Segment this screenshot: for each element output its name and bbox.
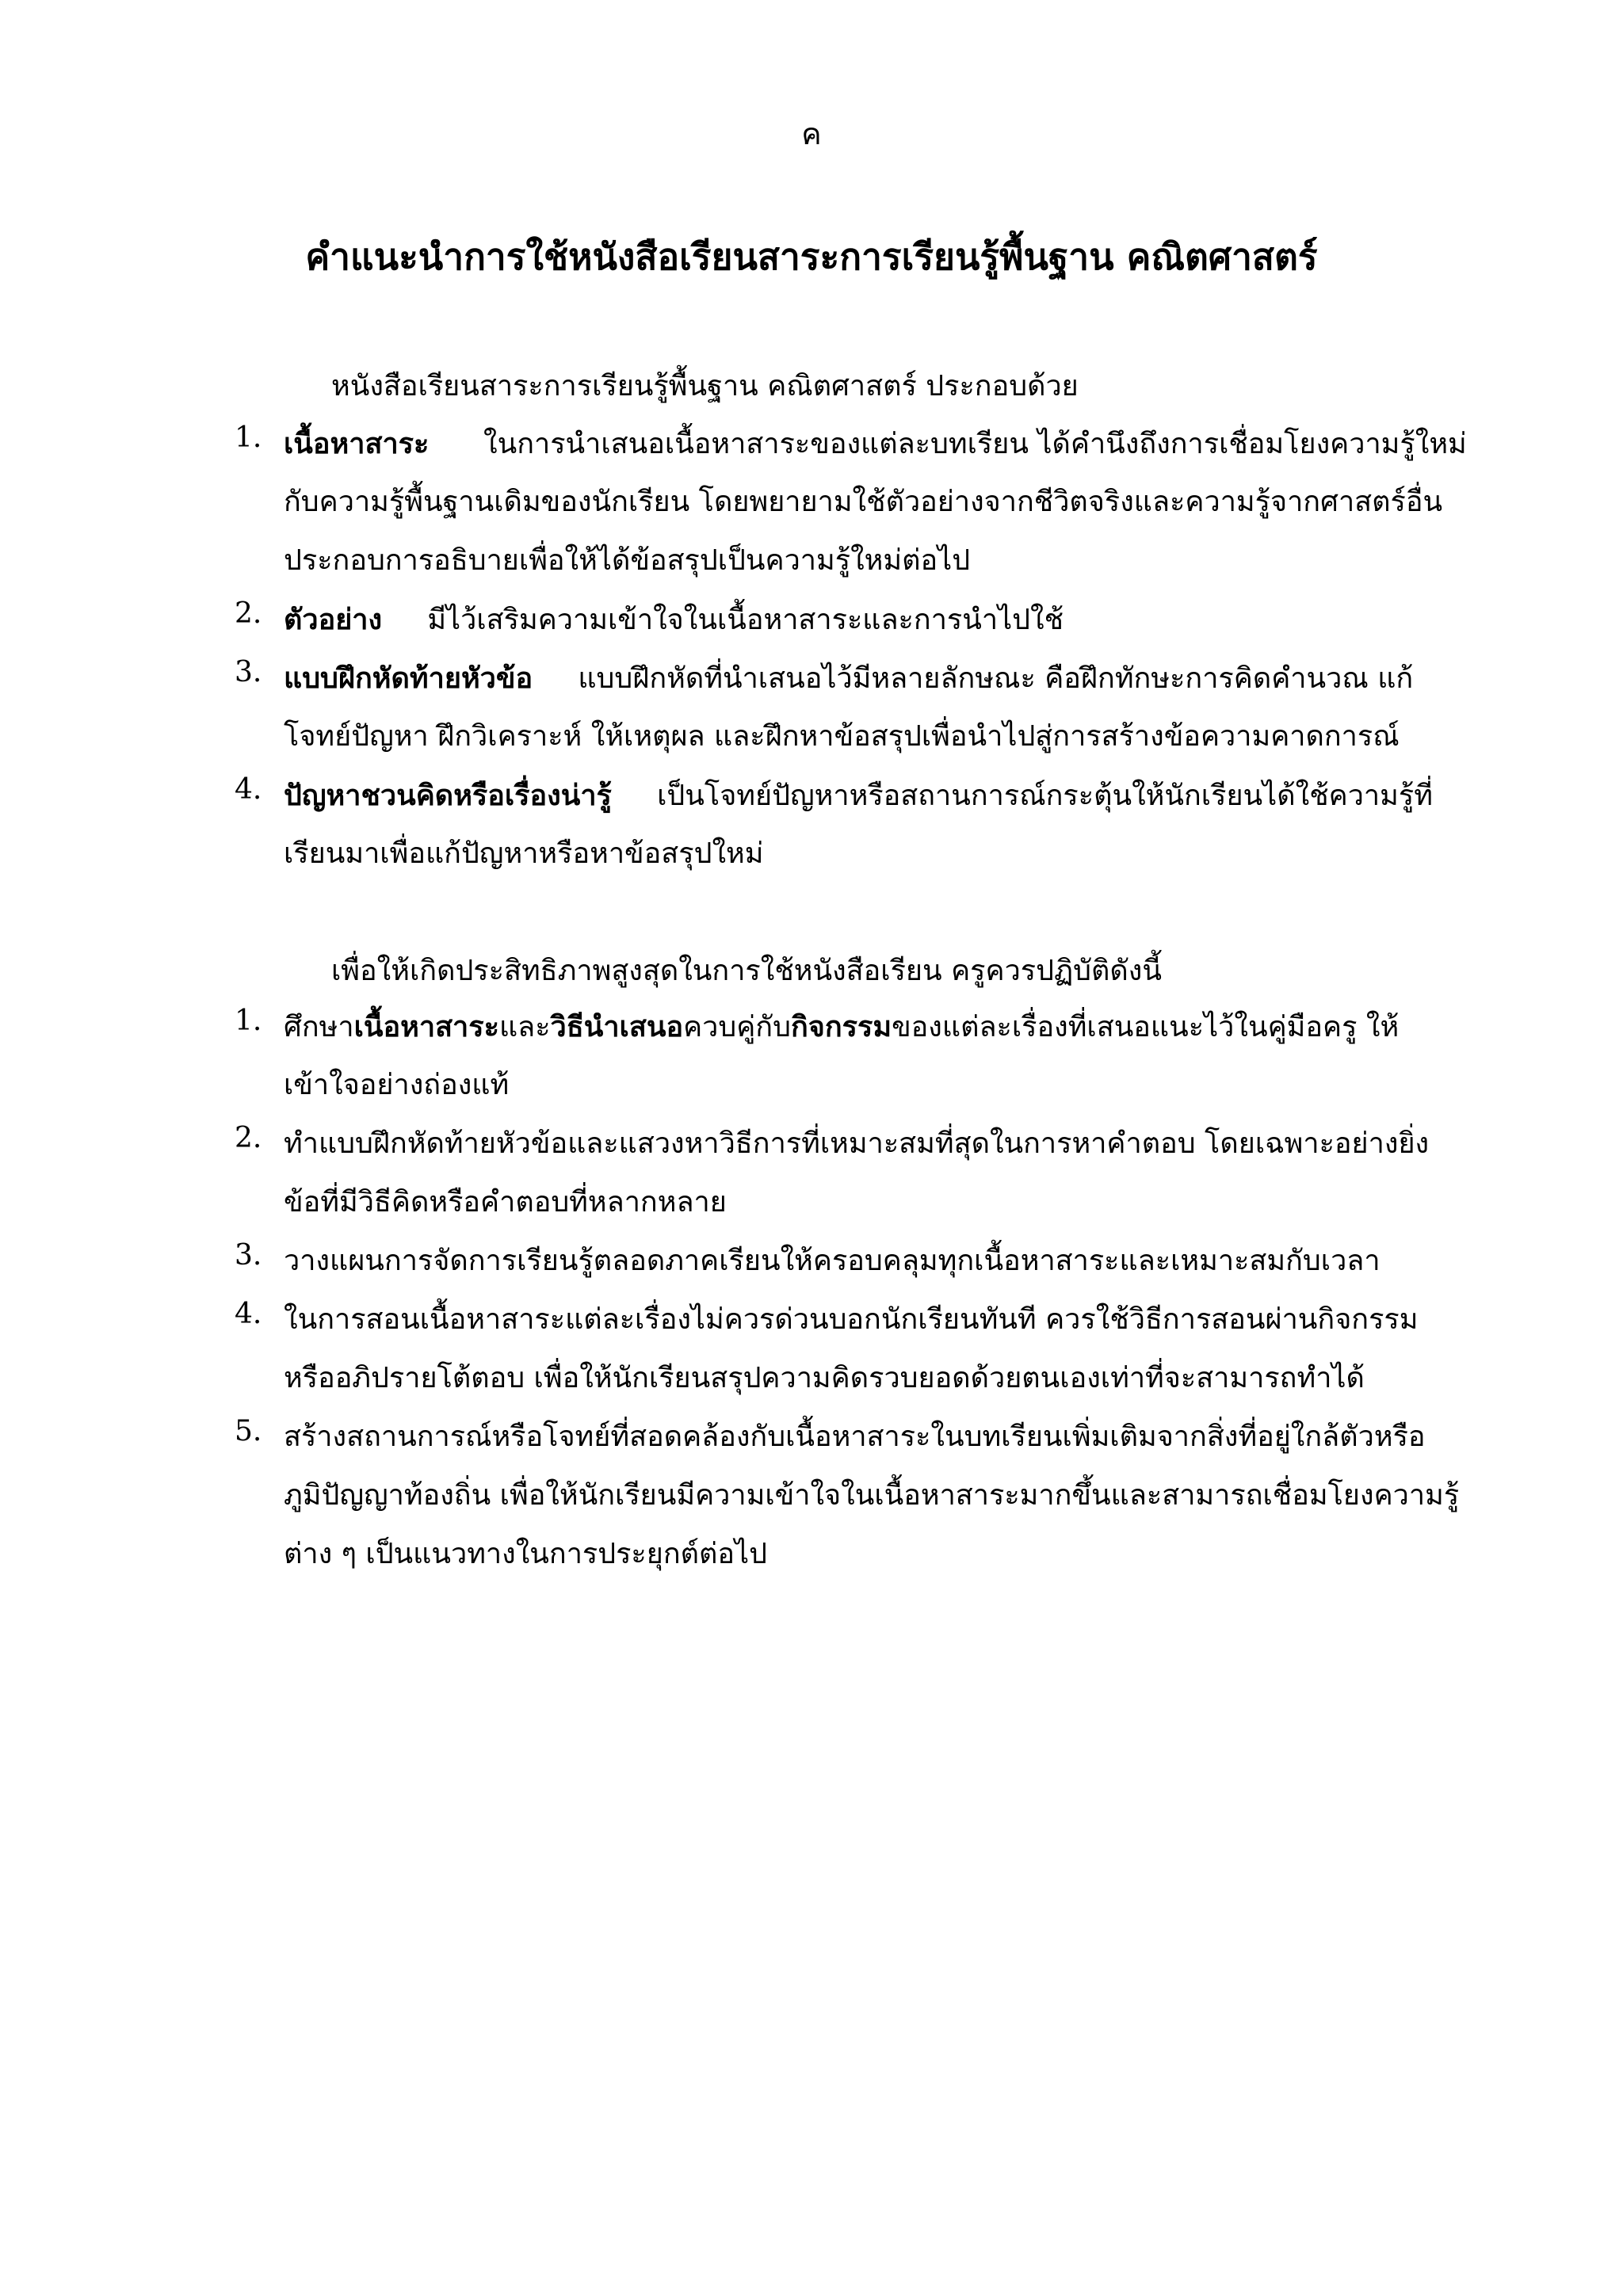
page-number: ค: [801, 116, 822, 151]
item-line: ทำแบบฝึกหัดท้ายหัวข้อและแสวงหาวิธีการที่เหมาะสมที่สุดในการหาคำตอบ โดยเฉพาะอย่างยิ่ง: [284, 1127, 1430, 1160]
item-number: 4.: [235, 1298, 262, 1330]
item-heading: แบบฝึกหัดท้ายหัวข้อ: [284, 662, 533, 695]
item-line: เรียนมาเพื่อแก้ปัญหาหรือหาข้อสรุปใหม่: [284, 837, 764, 870]
item-number: 2.: [235, 1122, 262, 1154]
section1-item-4: [235, 773, 1433, 891]
item-line: เข้าใจอย่างถ่องแท้: [284, 1069, 510, 1101]
item-text: มีไว้เสริมความเข้าใจในเนื้อหาสาระและการนำไปใช้: [427, 604, 1064, 636]
item-heading: ตัวอย่าง: [284, 603, 383, 636]
item-line: หรืออภิปรายโต้ตอบ เพื่อให้นักเรียนสรุปความคิดรวบยอดด้วยตนเองเท่าที่จะสามารถทำได้: [284, 1362, 1365, 1394]
item-number: 1.: [235, 1005, 262, 1037]
section1-intro: หนังสือเรียนสาระการเรียนรู้พื้นฐาน คณิตศาสตร์ ประกอบด้วย: [331, 370, 1079, 402]
item-line: ในการสอนเนื้อหาสาระแต่ละเรื่องไม่ควรด่วนบอกนักเรียนทันที ควรใช้วิธีการสอนผ่านกิจกรรม: [284, 1303, 1419, 1336]
item-line: ต่าง ๆ เป็นแนวทางในการประยุกต์ต่อไป: [284, 1538, 767, 1570]
item-number: 2.: [235, 597, 262, 630]
item-heading: เนื้อหาสาระ: [284, 427, 430, 460]
section2-item-1: [235, 1005, 1423, 1122]
item-number: 4.: [235, 773, 262, 806]
section2-item-3: [235, 1239, 1423, 1298]
section1-item-1: [235, 421, 1467, 597]
item-line: โจทย์ปัญหา ฝึกวิเคราะห์ ให้เหตุผล และฝึกหาข้อสรุปเพื่อนำไปสู่การสร้างข้อความคาดการณ์: [284, 720, 1400, 753]
item-line: [284, 773, 1433, 832]
section2-item-2: [235, 1122, 1430, 1239]
item-number: 3.: [235, 656, 262, 688]
item-text: ศึกษา: [284, 1011, 354, 1043]
item-emphasis: เนื้อหาสาระ: [353, 1010, 499, 1043]
item-line: [284, 597, 1423, 656]
section1-item-2: [235, 597, 1423, 656]
item-emphasis: กิจกรรม: [790, 1010, 892, 1043]
item-line: [284, 1005, 1423, 1063]
item-number: 5.: [235, 1415, 262, 1447]
item-line: ประกอบการอธิบายเพื่อให้ได้ข้อสรุปเป็นความรู้ใหม่ต่อไป: [284, 544, 971, 577]
item-line: [284, 656, 1423, 715]
section2-item-4: [235, 1298, 1423, 1415]
item-text: และ: [498, 1011, 551, 1043]
section1-item-3: [235, 656, 1423, 773]
item-number: 3.: [235, 1239, 262, 1272]
page-title: คำแนะนำการใช้หนังสือเรียนสาระการเรียนรู้พื้นฐาน คณิตศาสตร์: [305, 235, 1318, 278]
item-line: ข้อที่มีวิธีคิดหรือคำตอบที่หลากหลาย: [284, 1186, 727, 1219]
item-line: วางแผนการจัดการเรียนรู้ตลอดภาคเรียนให้ครอบคลุมทุกเนื้อหาสาระและเหมาะสมกับเวลา: [284, 1245, 1381, 1277]
item-line: สร้างสถานการณ์หรือโจทย์ที่สอดคล้องกับเนื้อหาสาระในบทเรียนเพิ่มเติมจากสิ่งที่อยู่ใกล้ตัวหรือ: [284, 1421, 1426, 1453]
item-number: 1.: [235, 421, 262, 454]
item-text: ควบคู่กับ: [683, 1011, 791, 1043]
item-text: แบบฝึกหัดที่นำเสนอไว้มีหลายลักษณะ คือฝึกทักษะการคิดคำนวณ แก้: [578, 662, 1414, 695]
section2-intro: เพื่อให้เกิดประสิทธิภาพสูงสุดในการใช้หนังสือเรียน ครูควรปฏิบัติดังนี้: [331, 955, 1162, 987]
item-text: ในการนำเสนอเนื้อหาสาระของแต่ละบทเรียน ได้คำนึงถึงการเชื่อมโยงความรู้ใหม่: [483, 428, 1467, 460]
item-emphasis: วิธีนำเสนอ: [550, 1010, 684, 1043]
item-text: เป็นโจทย์ปัญหาหรือสถานการณ์กระตุ้นให้นักเรียนได้ใช้ความรู้ที่: [657, 780, 1433, 812]
section2-item-5: [235, 1415, 1460, 1591]
item-line: ภูมิปัญญาท้องถิ่น เพื่อให้นักเรียนมีความเข้าใจในเนื้อหาสาระมากขึ้นและสามารถเชื่อมโยงความรู้: [284, 1479, 1460, 1512]
item-line: กับความรู้พื้นฐานเดิมของนักเรียน โดยพยายามใช้ตัวอย่างจากชีวิตจริงและความรู้จากศาสตร์อื่น: [284, 486, 1443, 518]
item-heading: ปัญหาชวนคิดหรือเรื่องน่ารู้: [284, 779, 612, 812]
item-line: [284, 421, 1467, 480]
item-text: ของแต่ละเรื่องที่เสนอแนะไว้ในคู่มือครู ให้: [892, 1011, 1400, 1043]
